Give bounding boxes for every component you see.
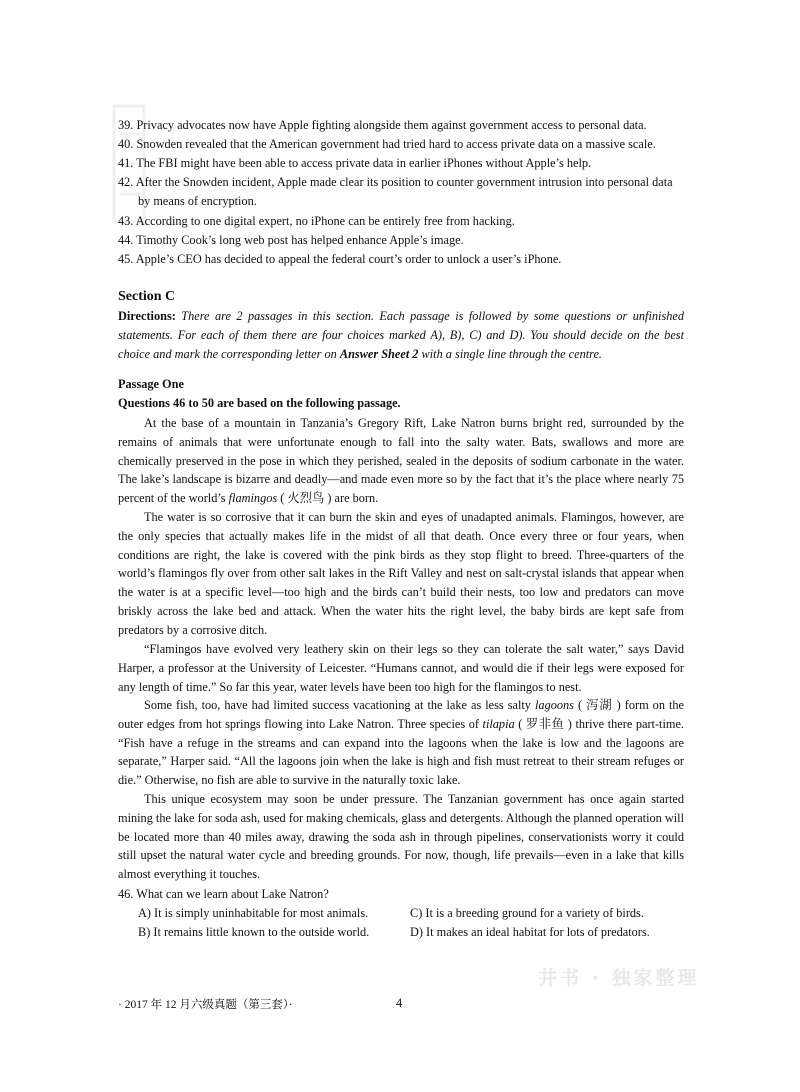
watermark-text: 井书 · 独家整理	[538, 967, 700, 989]
passage-paragraph-5: This unique ecosystem may soon be under pressure. The Tanzanian government has once again started mining the lake for soda ash, used for making chemicals, glass and detergents. Although the planned operation will be located more than 40 miles away, drawing the soda ash in through pipelines, conservationists worry it could still upset the natural water cycle and breeding grounds. For now, though, life prevails—even in a lake that kills almost everything it touches.	[118, 792, 684, 882]
answer-sheet-ref: Answer Sheet 2	[339, 347, 419, 361]
passage-paragraph-2: The water is so corrosive that it can burn the skin and eyes of unadapted animals. Flamingos, however, are the only species that actually makes life in the midst of all that death. Once every three or four years, when conditions are right, the lake is covered with the pink birds as they stop flight to breed. Three-quarters of the world’s flamingos fly over from other salt lakes in the Rift Valley and nest on salt-crystal islands that appear when the water is at a specific level—too high and the birds can’t build their nests, too low and predators can move briskly across the lake bed and attack. When the water hits the right level, the baby birds are kept safe from predators by a corrosive ditch.	[118, 510, 684, 637]
directions-label: Directions:	[118, 309, 176, 323]
option-a[interactable]: A) It is simply uninhabitable for most animals.	[138, 906, 369, 920]
option-b[interactable]: B) It remains little known to the outside world.	[138, 925, 370, 939]
passage-paragraph-1: At the base of a mountain in Tanzania’s Gregory Rift, Lake Natron burns bright red, surrounded by the remains of animals that were unfortunate enough to fall into the salty water. Bats, swallows and more are chemically preserved in the pose in which they perished, sealed in the deposits of sodium carbonate in the water. The lake’s landscape is bizarre and deadly—and made even more so by the fact that it’s the place where nearly 75 percent of the world’s flamingos ( 火烈鸟 ) are born.	[118, 416, 684, 506]
section-title: Section C	[118, 289, 176, 304]
passage-paragraph-3: “Flamingos have evolved very leathery skin on their legs so they can tolerate the salt water,” says David Harper, a professor at the University of Leicester. “Humans cannot, and would die if their legs were exposed for any length of time.” So far this year, water levels have been too high for the flamingos to nest.	[118, 642, 684, 694]
option-d[interactable]: D) It makes an ideal habitat for lots of predators.	[410, 925, 650, 939]
statement-44: 44. Timothy Cook’s long web post has helped enhance Apple’s image.	[118, 233, 464, 247]
question-46-stem: 46. What can we learn about Lake Natron?	[118, 887, 329, 901]
passage-paragraph-4: Some fish, too, have had limited success vacationing at the lake as less salty lagoons ( 泻湖 ) form on the outer edges from hot springs flowing into Lake Natron. Three species of tilapia ( 罗非鱼 ) thrive there part-time. “Fish have a refuge in the streams and can expand into the lagoons when the lake is low and the lagoons are separate,” Harper said. “All the lagoons join when the lake is high and fish must retreat to their stream refuges or die.” Otherwise, no fish are able to survive in the naturally toxic lake.	[118, 698, 685, 788]
section-directions: Directions: There are 2 passages in this section. Each passage is followed by some questions or unfinished statements. For each of them there are four choices marked A), B), C) and D). You should decide on the best choice and mark the corresponding letter on Answer Sheet 2 with a single line through the centre.	[118, 309, 684, 361]
statement-43: 43. According to one digital expert, no iPhone can be entirely free from hacking.	[118, 214, 515, 228]
statement-45: 45. Apple’s CEO has decided to appeal the federal court’s order to unlock a user’s iPhone.	[118, 252, 562, 266]
passage-title: Passage One	[118, 377, 184, 391]
statement-39: 39. Privacy advocates now have Apple fighting alongside them against government access to personal data.	[118, 118, 647, 132]
questions-note: Questions 46 to 50 are based on the following passage.	[118, 396, 401, 410]
statement-42: 42. After the Snowden incident, Apple made clear its position to counter government intrusion into personal data by means of encryption.	[118, 175, 673, 208]
statement-41: 41. The FBI might have been able to access private data in earlier iPhones without Apple’s help.	[118, 156, 592, 170]
statement-40: 40. Snowden revealed that the American government had tried hard to access private data on a massive scale.	[118, 137, 656, 151]
footer-source: · 2017 年 12 月六级真题（第三套）·	[118, 999, 293, 1011]
option-c[interactable]: C) It is a breeding ground for a variety of birds.	[410, 906, 644, 920]
page-number: 4	[396, 996, 403, 1010]
